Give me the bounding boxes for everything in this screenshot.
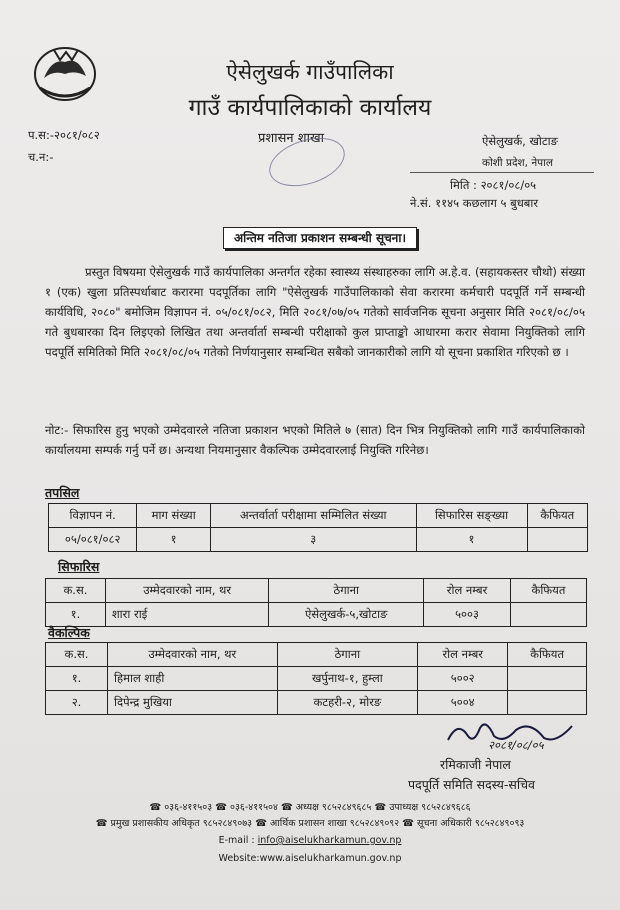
date-divider — [410, 172, 594, 173]
table-cell — [510, 603, 586, 627]
table-cell — [508, 691, 587, 715]
table-cell: खर्पुनाथ-१, हुम्ला — [277, 667, 418, 691]
email-label: E-mail : — [218, 835, 258, 846]
header-cell: क.स. — [46, 643, 108, 667]
table-cell: कटहरी-२, मोरङ — [277, 691, 418, 715]
header-cell: क.स. — [46, 579, 106, 603]
table-cell — [527, 528, 587, 552]
table-row — [49, 528, 588, 552]
dispatch-number: च.न:- — [28, 150, 54, 164]
header-cell: सिफारिस सङ्ख्या — [416, 504, 527, 528]
table-cell: २. — [46, 691, 108, 715]
website-label: Website: — [218, 853, 260, 864]
table-cell: हिमाल शाही — [108, 667, 277, 691]
table-cell: शारा राई — [105, 603, 269, 627]
table-cell: १. — [46, 603, 106, 627]
header-cell: उम्मेदवारको नाम, थर — [108, 643, 277, 667]
footer-phones-2: ☎ प्रमुख प्रशासकीय अधिकृत ९८५२८४९०७३ ☎ आर्थिक प्रशासन शाखा ९८५२८४९०९२ ☎ सूचना अधिकारी ९८५२८४९०९३ — [95, 818, 525, 829]
header-cell: ठेगाना — [269, 579, 424, 603]
reference-number: प.स:-२०८१/०८२ — [28, 128, 100, 142]
office-title: गाउँ कार्यपालिकाको कार्यालय — [188, 95, 432, 121]
table-cell: ऐसेलुखर्क-५,खोटाङ — [269, 603, 424, 627]
recommended-table — [45, 578, 587, 627]
location-line-2: कोशी प्रदेश, नेपाल — [482, 157, 553, 169]
table-cell — [508, 667, 587, 691]
date-line: मिति : २०८१/०८/०५ — [450, 178, 537, 192]
website-link[interactable]: www.aiselukharkamun.gov.np — [259, 853, 402, 864]
details-label: तपसिल — [45, 485, 80, 500]
table-cell: १ — [416, 528, 527, 552]
footer-website — [0, 853, 620, 864]
section-name: प्रशासन शाखा — [258, 131, 324, 146]
table-row — [46, 603, 587, 627]
header-cell: माग संख्या — [137, 504, 211, 528]
notice-note: नोट:- सिफारिस हुनु भएको उम्मेदवारले नतिजा प्रकाशन भएको मितिले ७ (सात) दिन भित्र नियुक्तिको लागि गाउँ कार्यपालिकाको कार्यालयमा सम्पर्क गर्नु पर्ने छ। अन्यथा नियमानुसार वैकल्पिक उम्मेदवारलाई नियुक्ति गरिनेछ। — [45, 423, 585, 457]
table-cell: १ — [137, 528, 211, 552]
signature-date: २०८१/०८/०५ — [488, 738, 544, 752]
header-cell: ठेगाना — [277, 643, 418, 667]
header-cell: अन्तर्वार्ता परीक्षामा सम्मिलित संख्या — [210, 504, 416, 528]
notice-title: अन्तिम नतिजा प्रकाशन सम्बन्धी सूचना। — [223, 227, 417, 249]
recommended-label: सिफारिस — [58, 559, 100, 574]
footer-phones-1: ☎ ०३६-४११५०३ ☎ ०३६-४११५०४ ☎ अध्यक्ष ९८५२८४९६८५ ☎ उपाध्यक्ष ९८५२८४९६८६ — [149, 802, 471, 813]
details-table — [48, 503, 588, 552]
table-row — [46, 691, 587, 715]
table-cell: ०५/०८१/०८२ — [49, 528, 137, 552]
footer-email — [0, 835, 620, 846]
header-cell: विज्ञापन नं. — [49, 504, 137, 528]
header-cell: रोल नम्बर — [418, 643, 508, 667]
table-cell: ३ — [210, 528, 416, 552]
header-cell: कैफियत — [527, 504, 587, 528]
location-line-1: ऐसेलुखर्क, खोटाङ — [482, 134, 558, 148]
table-cell: ५००३ — [424, 603, 511, 627]
header-cell: उम्मेदवारको नाम, थर — [105, 579, 269, 603]
details-header-row — [49, 504, 588, 528]
nepal-sambat-date: ने.सं. ११४५ कछलाग ५ बुधबार — [410, 196, 539, 210]
signatory-title: पदपूर्ति समिति सदस्य-सचिव — [408, 777, 535, 792]
table-row — [46, 667, 587, 691]
alternate-table — [45, 642, 587, 715]
table-cell: दिपेन्द्र मुखिया — [108, 691, 277, 715]
alternate-label: वैकल्पिक — [48, 625, 90, 640]
email-link[interactable]: info@aiselukharkamun.gov.np — [257, 835, 402, 846]
alternate-header-row — [46, 643, 587, 667]
recommended-header-row — [46, 579, 587, 603]
header-cell: रोल नम्बर — [424, 579, 511, 603]
header-cell: कैफियत — [508, 643, 587, 667]
table-cell: ५००२ — [418, 667, 508, 691]
header-cell: कैफियत — [510, 579, 586, 603]
signatory-name: रमिकाजी नेपाल — [440, 757, 511, 772]
table-cell: ५००४ — [418, 691, 508, 715]
notice-body: प्रस्तुत विषयमा ऐसेलुखर्क गाउँ कार्यपालिका अन्तर्गत रहेका स्वास्थ्य संस्थाहरुका लागि अ.हे.व. (सहायकस्तर चौथो) संख्या १ (एक) खुला प्रतिस्पर्धाबाट करारमा पदपूर्तिका लागि "ऐसेलुखर्क गाउँपालिकाको सेवा करारमा कर्मचारी पदपूर्ति गर्ने सम्बन्धी कार्यविधि, २०८०" बमोजिम विज्ञापन नं. ०५/०८१/०८२, मिति २०८१/०७/०५ गतेको सार्वजनिक सूचना अनुसार मिति २०८१/०८/०५ गते बुधबारका दिन लिइएको लिखित तथा अन्तर्वार्ता सम्बन्धी परीक्षाको कुल प्राप्ताङ्को आधारमा करार सेवामा नियुक्तिको लागि पदपूर्ति समितिको मिति २०८१/०८/०५ गतेको निर्णयानुसार सम्बन्धित सबैको जानकारीको लागि यो सूचना प्रकाशित गरिएको छ । — [45, 265, 585, 359]
municipality-title: ऐसेलुखर्क गाउँपालिका — [226, 60, 394, 84]
table-cell: १. — [46, 667, 108, 691]
